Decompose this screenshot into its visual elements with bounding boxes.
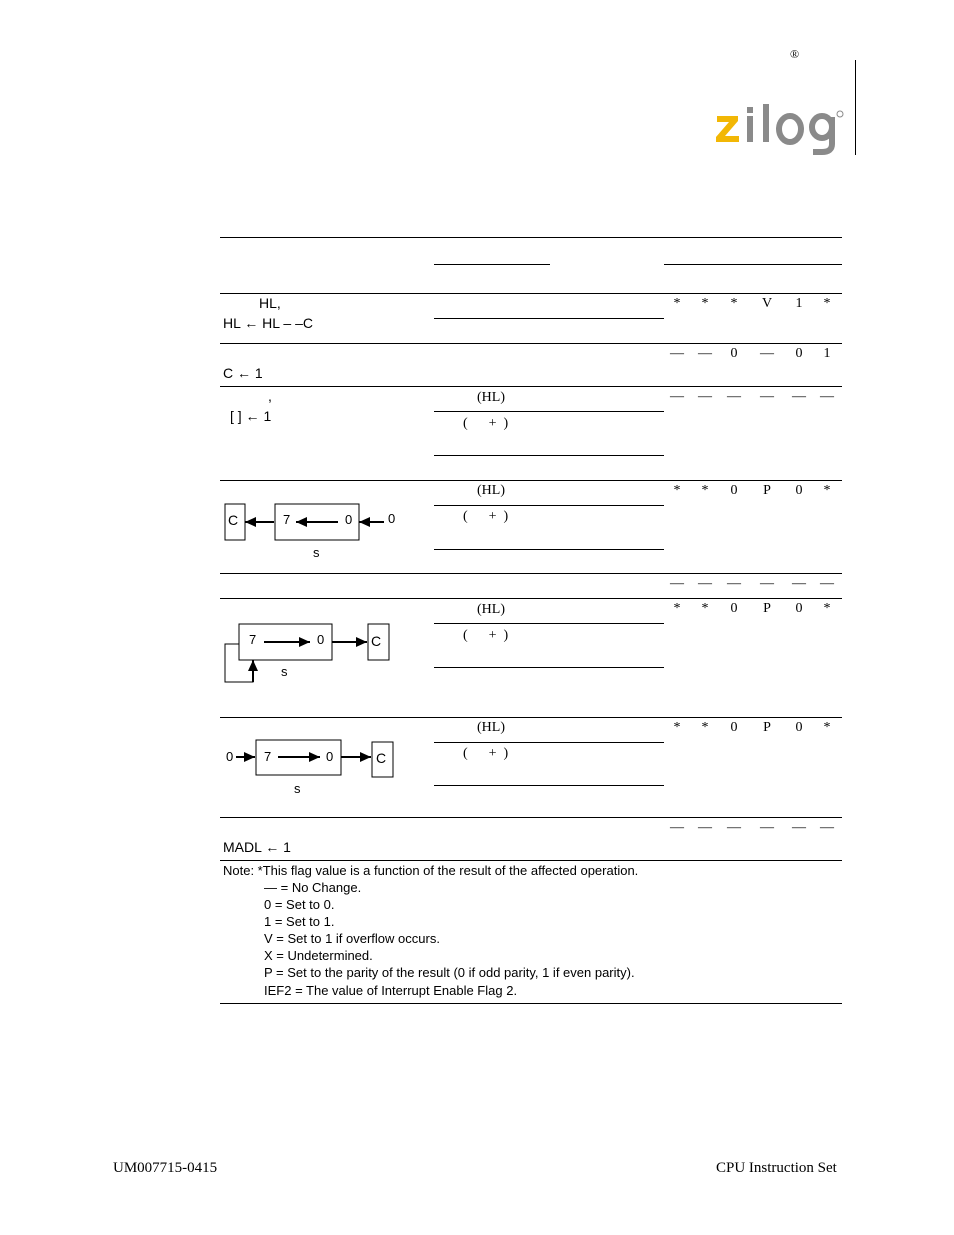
row-5-bit7-label: 7 — [249, 632, 257, 647]
flag-cell: — — [698, 389, 712, 404]
row-2-operand-hl: (HL) — [477, 390, 505, 405]
operand-rule — [434, 318, 664, 319]
flag-cell: * — [823, 720, 831, 735]
flag-cell: — — [792, 576, 806, 591]
note-line: IEF2 = The value of Interrupt Enable Flag 2. — [264, 983, 518, 998]
flag-cell: — — [760, 820, 774, 835]
operand-rule — [434, 549, 664, 550]
flag-cell: P — [763, 601, 771, 616]
note-line: P = Set to the parity of the result (0 if odd parity, 1 if even parity). — [264, 965, 635, 980]
note-heading: Note: *This flag value is a function of the result of the affected operation. — [223, 863, 639, 878]
flag-cell: * — [701, 296, 709, 311]
flag-cell: — — [760, 576, 774, 591]
registered-mark: ® — [790, 47, 800, 61]
row-separator — [220, 598, 842, 599]
row-5-s-label: s — [281, 664, 288, 679]
flag-cell: — — [792, 389, 806, 404]
row-6-s-label: s — [294, 781, 301, 796]
header-underline-operands — [434, 264, 550, 265]
flag-cell: 1 — [795, 296, 803, 311]
row-2-operand-indexed: ( + ) — [463, 416, 509, 431]
row-separator — [220, 860, 842, 861]
note-line: X = Undetermined. — [264, 948, 373, 963]
row-separator — [220, 386, 842, 387]
row-3-input-label: 0 — [388, 511, 396, 526]
row-3-bit0-label: 0 — [345, 512, 353, 527]
row-3-s-label: s — [313, 545, 320, 560]
row-2-desc-line-1: , — [268, 388, 272, 404]
row-3-carry-label: C — [228, 512, 239, 528]
row-3-operand-hl: (HL) — [477, 483, 505, 498]
flag-cell: 1 — [823, 346, 831, 361]
flag-cell: — — [670, 346, 684, 361]
note-line: 1 = Set to 1. — [264, 914, 335, 929]
row-5-operand-indexed: ( + ) — [463, 628, 509, 643]
operand-rule — [434, 411, 664, 412]
note-line: — = No Change. — [264, 880, 362, 895]
flag-cell: — — [727, 389, 741, 404]
row-6-bit0-label: 0 — [326, 749, 334, 764]
operand-rule — [434, 623, 664, 624]
flag-cell: 0 — [795, 483, 803, 498]
row-7-desc: MADL ← 1 — [223, 839, 291, 855]
flag-cell: * — [823, 483, 831, 498]
operand-rule — [434, 742, 664, 743]
row-5-bit0-label: 0 — [317, 632, 325, 647]
row-0-desc-line-2: HL ← HL – –C — [223, 315, 313, 331]
row-separator — [220, 343, 842, 344]
row-separator — [220, 573, 842, 574]
row-0-desc-line-1: HL, — [259, 295, 281, 311]
zilog-logo — [714, 98, 844, 163]
row-5-carry-label: C — [371, 633, 382, 649]
row-6-operand-indexed: ( + ) — [463, 746, 509, 761]
flag-cell: * — [823, 601, 831, 616]
row-separator — [220, 817, 842, 818]
row-separator — [220, 293, 842, 294]
header-rule — [855, 60, 856, 155]
flag-cell: — — [670, 820, 684, 835]
row-1-desc: C ← 1 — [223, 365, 263, 381]
flag-cell: — — [760, 346, 774, 361]
flag-cell: — — [820, 576, 834, 591]
flag-cell: * — [701, 601, 709, 616]
flag-cell: 0 — [730, 346, 738, 361]
flag-cell: — — [760, 389, 774, 404]
note-line: 0 = Set to 0. — [264, 897, 335, 912]
row-6-operand-hl: (HL) — [477, 720, 505, 735]
operand-rule — [434, 455, 664, 456]
flag-cell: — — [820, 820, 834, 835]
flag-cell: 0 — [795, 720, 803, 735]
flag-cell: 0 — [730, 483, 738, 498]
row-6-bit7-label: 7 — [264, 749, 272, 764]
flag-cell: * — [673, 720, 681, 735]
flag-cell: — — [698, 576, 712, 591]
operand-rule — [434, 505, 664, 506]
flag-cell: P — [763, 720, 771, 735]
footer-section: CPU Instruction Set — [716, 1160, 837, 1176]
flag-cell: — — [698, 820, 712, 835]
flag-cell: * — [673, 601, 681, 616]
note-line: V = Set to 1 if overflow occurs. — [264, 931, 440, 946]
flag-cell: — — [670, 576, 684, 591]
flag-cell: 0 — [730, 720, 738, 735]
flag-cell: — — [698, 346, 712, 361]
flag-cell: * — [701, 720, 709, 735]
flag-cell: — — [727, 576, 741, 591]
flag-cell: 0 — [795, 346, 803, 361]
flag-cell: * — [730, 296, 738, 311]
row-separator — [220, 480, 842, 481]
row-3-operand-indexed: ( + ) — [463, 509, 509, 524]
row-5-operand-hl: (HL) — [477, 602, 505, 617]
flag-cell: — — [670, 389, 684, 404]
flag-cell: * — [673, 483, 681, 498]
row-separator — [220, 717, 842, 718]
flag-cell: * — [823, 296, 831, 311]
table-bottom-rule — [220, 1003, 842, 1004]
row-6-shift-diagram — [224, 739, 396, 784]
operand-rule — [434, 785, 664, 786]
flag-cell: — — [820, 389, 834, 404]
flag-cell: — — [792, 820, 806, 835]
row-3-bit7-label: 7 — [283, 512, 291, 527]
flag-cell: 0 — [795, 601, 803, 616]
row-6-input-label: 0 — [226, 749, 234, 764]
flag-cell: * — [673, 296, 681, 311]
row-6-carry-label: C — [376, 750, 387, 766]
flag-cell: 0 — [730, 601, 738, 616]
table-top-rule — [220, 237, 842, 238]
flag-cell: * — [701, 483, 709, 498]
footer-doc-number: UM007715-0415 — [113, 1160, 218, 1176]
header-underline-flags — [664, 264, 842, 265]
operand-rule — [434, 667, 664, 668]
flag-cell: V — [761, 296, 773, 311]
flag-cell: — — [727, 820, 741, 835]
row-2-desc-line-2: [ ] ← 1 — [230, 408, 272, 424]
flag-cell: P — [763, 483, 771, 498]
